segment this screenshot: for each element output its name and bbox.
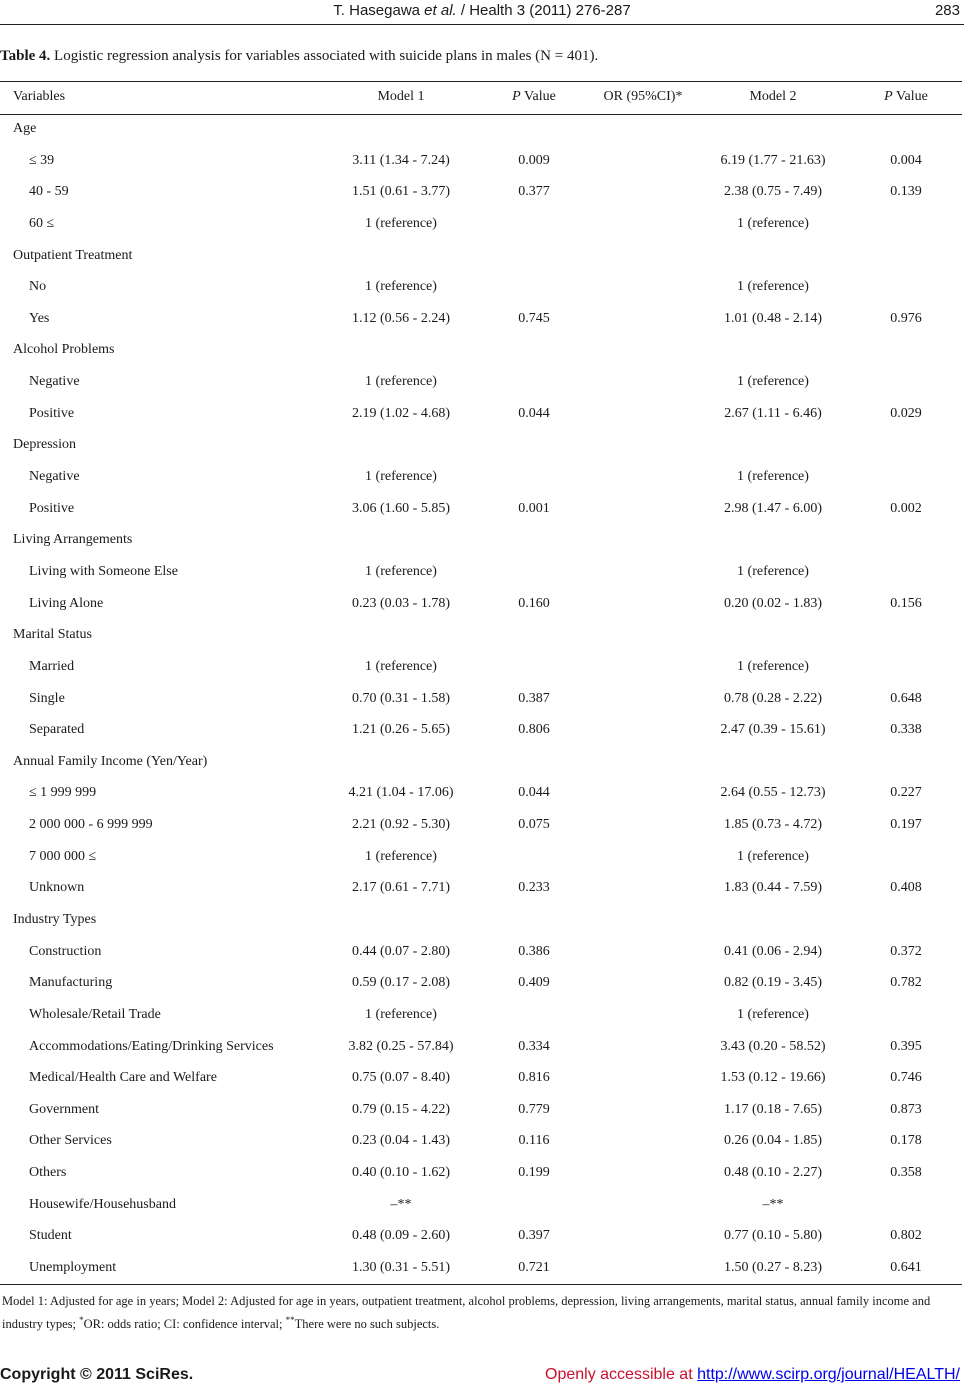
- variable-level-label: Positive: [29, 501, 75, 516]
- variable-level-label: Wholesale/Retail Trade: [29, 1007, 161, 1022]
- model-2-value: 1.53 (0.12 - 19.66): [720, 1070, 826, 1085]
- model-1-value: 1 (reference): [365, 1007, 437, 1022]
- model-2-p-value: 0.782: [890, 975, 922, 990]
- header-or-ci: OR (95%CI)*: [603, 89, 683, 104]
- footnote-models: Model 1: Adjusted for age in years; Model 2: Adjusted for age in years, outpatient treatment, alcohol problems, depression, living arrangements, marital status, annual family income and industry types;: [2, 1294, 931, 1332]
- header-divider: [0, 24, 964, 25]
- model-2-value: 0.82 (0.19 - 3.45): [724, 975, 822, 990]
- model-1-value: 2.21 (0.92 - 5.30): [352, 817, 450, 832]
- model-2-p-value: 0.641: [890, 1260, 922, 1275]
- running-title-authors: T. Hasegawa: [333, 2, 425, 19]
- model-1-p-value: 0.816: [518, 1070, 550, 1085]
- model-2-value: 0.77 (0.10 - 5.80): [724, 1228, 822, 1243]
- journal-link[interactable]: http://www.scirp.org/journal/HEALTH/: [697, 1366, 960, 1383]
- variable-group-label: Industry Types: [13, 912, 97, 927]
- model-1-p-value: 0.806: [518, 722, 550, 737]
- table-footnote: [2, 1292, 964, 1334]
- variable-level-label: Accommodations/Eating/Drinking Services: [29, 1039, 274, 1054]
- table-header-rule: [0, 114, 962, 115]
- model-1-value: 0.44 (0.07 - 2.80): [352, 944, 450, 959]
- footnote-sup-2: **: [285, 1315, 295, 1325]
- variable-group-label: Depression: [13, 437, 76, 452]
- header-p-value-2: [870, 89, 942, 105]
- model-2-value: 1.17 (0.18 - 7.65): [724, 1102, 822, 1117]
- table-bottom-rule: [0, 1284, 962, 1285]
- model-2-p-value: 0.746: [890, 1070, 922, 1085]
- model-2-value: 2.67 (1.11 - 6.46): [724, 406, 822, 421]
- model-1-value: 2.19 (1.02 - 4.68): [352, 406, 450, 421]
- model-2-value: 1 (reference): [737, 564, 809, 579]
- model-2-p-value: 0.197: [890, 817, 922, 832]
- header-p-value-1-text: Value: [520, 89, 556, 104]
- variable-level-label: 40 - 59: [29, 184, 69, 199]
- model-1-value: 1.51 (0.61 - 3.77): [352, 184, 450, 199]
- variable-group-label: Age: [13, 121, 37, 136]
- model-1-p-value: 0.199: [518, 1165, 550, 1180]
- variable-level-label: 60 ≤: [29, 216, 55, 231]
- model-2-p-value: 0.395: [890, 1039, 922, 1054]
- model-1-p-value: 0.116: [518, 1133, 550, 1148]
- model-1-value: 1.21 (0.26 - 5.65): [352, 722, 450, 737]
- model-2-value: 0.48 (0.10 - 2.27): [724, 1165, 822, 1180]
- model-1-value: 0.79 (0.15 - 4.22): [352, 1102, 450, 1117]
- model-2-value: 1 (reference): [737, 469, 809, 484]
- variable-level-label: Other Services: [29, 1133, 112, 1148]
- variable-level-label: Separated: [29, 722, 85, 737]
- variable-group-label: Outpatient Treatment: [13, 248, 133, 263]
- footnote-abbrev: OR: odds ratio; CI: confidence interval;: [83, 1317, 286, 1332]
- model-1-value: 1 (reference): [365, 374, 437, 389]
- model-1-p-value: 0.044: [518, 785, 550, 800]
- model-2-p-value: 0.358: [890, 1165, 922, 1180]
- variable-level-label: ≤ 1 999 999: [29, 785, 97, 800]
- header-p-value-1: [500, 89, 568, 105]
- variable-level-label: Others: [29, 1165, 67, 1180]
- model-1-value: 3.82 (0.25 - 57.84): [348, 1039, 454, 1054]
- open-access-notice: [545, 1366, 960, 1384]
- variable-level-label: Yes: [29, 311, 50, 326]
- variable-level-label: Government: [29, 1102, 99, 1117]
- model-2-value: 1 (reference): [737, 216, 809, 231]
- model-2-p-value: 0.338: [890, 722, 922, 737]
- variable-group-label: Living Arrangements: [13, 532, 133, 547]
- variable-level-label: Medical/Health Care and Welfare: [29, 1070, 217, 1085]
- open-access-text: Openly accessible at: [545, 1366, 698, 1383]
- model-2-value: 0.41 (0.06 - 2.94): [724, 944, 822, 959]
- model-1-p-value: 0.745: [518, 311, 550, 326]
- model-2-value: 6.19 (1.77 - 21.63): [720, 153, 826, 168]
- variable-level-label: Unemployment: [29, 1260, 117, 1275]
- model-1-p-value: 0.721: [518, 1260, 550, 1275]
- table-caption-text: Logistic regression analysis for variables associated with suicide plans in males (N = 401).: [50, 48, 599, 64]
- model-1-value: 0.48 (0.09 - 2.60): [352, 1228, 450, 1243]
- model-2-p-value: 0.372: [890, 944, 922, 959]
- model-1-value: 1 (reference): [365, 849, 437, 864]
- variable-level-label: Negative: [29, 374, 80, 389]
- variable-level-label: ≤ 39: [29, 153, 55, 168]
- model-1-value: 0.23 (0.03 - 1.78): [352, 596, 450, 611]
- variable-level-label: Single: [29, 691, 65, 706]
- running-title-journal: / Health 3 (2011) 276-287: [456, 2, 631, 19]
- page-number: 283: [934, 2, 960, 19]
- model-2-p-value: 0.139: [890, 184, 922, 199]
- model-2-value: 1.83 (0.44 - 7.59): [724, 880, 822, 895]
- model-2-p-value: 0.802: [890, 1228, 922, 1243]
- model-2-p-value: 0.648: [890, 691, 922, 706]
- model-2-value: 1.85 (0.73 - 4.72): [724, 817, 822, 832]
- model-2-p-value: 0.029: [890, 406, 922, 421]
- table-top-rule: [0, 81, 962, 82]
- header-p-value-2-p: P: [884, 89, 893, 104]
- model-2-p-value: 0.976: [890, 311, 922, 326]
- model-1-p-value: 0.233: [518, 880, 550, 895]
- model-2-value: 1 (reference): [737, 659, 809, 674]
- model-2-value: 1 (reference): [737, 849, 809, 864]
- variable-level-label: Married: [29, 659, 75, 674]
- model-2-value: 2.38 (0.75 - 7.49): [724, 184, 822, 199]
- variable-level-label: Unknown: [29, 880, 85, 895]
- variable-level-label: Student: [29, 1228, 72, 1243]
- model-2-value: 0.20 (0.02 - 1.83): [724, 596, 822, 611]
- model-2-value: 1.01 (0.48 - 2.14): [724, 311, 822, 326]
- header-model-2: Model 2: [749, 89, 797, 104]
- copyright-notice: Copyright © 2011 SciRes.: [0, 1366, 194, 1383]
- model-1-value: 0.70 (0.31 - 1.58): [352, 691, 450, 706]
- model-2-p-value: 0.227: [890, 785, 922, 800]
- model-1-value: 1 (reference): [365, 216, 437, 231]
- variable-group-label: Annual Family Income (Yen/Year): [13, 754, 208, 769]
- variable-level-label: 7 000 000 ≤: [29, 849, 97, 864]
- model-1-p-value: 0.075: [518, 817, 550, 832]
- model-1-value: 1 (reference): [365, 279, 437, 294]
- model-2-p-value: 0.178: [890, 1133, 922, 1148]
- model-1-value: 3.11 (1.34 - 7.24): [352, 153, 450, 168]
- variable-level-label: Negative: [29, 469, 80, 484]
- model-2-value: 3.43 (0.20 - 58.52): [720, 1039, 826, 1054]
- model-1-value: 0.75 (0.07 - 8.40): [352, 1070, 450, 1085]
- header-variables: Variables: [13, 89, 66, 104]
- model-1-p-value: 0.397: [518, 1228, 550, 1243]
- variable-level-label: Living with Someone Else: [29, 564, 178, 579]
- model-2-value: 2.47 (0.39 - 15.61): [720, 722, 826, 737]
- model-2-value: –**: [762, 1197, 784, 1212]
- model-1-p-value: 0.334: [518, 1039, 550, 1054]
- model-1-p-value: 0.377: [518, 184, 550, 199]
- running-title-etal: et al.: [424, 2, 457, 19]
- model-2-p-value: 0.156: [890, 596, 922, 611]
- model-1-value: 1 (reference): [365, 659, 437, 674]
- model-1-p-value: 0.779: [518, 1102, 550, 1117]
- model-2-value: 2.64 (0.55 - 12.73): [720, 785, 826, 800]
- variable-level-label: Positive: [29, 406, 75, 421]
- model-1-value: 1.30 (0.31 - 5.51): [352, 1260, 450, 1275]
- model-2-p-value: 0.002: [890, 501, 922, 516]
- variable-group-label: Marital Status: [13, 627, 92, 642]
- table-caption-label: Table 4.: [0, 48, 51, 64]
- model-2-p-value: 0.873: [890, 1102, 922, 1117]
- running-header: [0, 0, 964, 26]
- model-1-p-value: 0.009: [518, 153, 550, 168]
- model-1-value: 1 (reference): [365, 469, 437, 484]
- model-1-p-value: 0.044: [518, 406, 550, 421]
- variable-level-label: Construction: [29, 944, 102, 959]
- model-1-p-value: 0.160: [518, 596, 550, 611]
- table-caption: [0, 48, 598, 65]
- model-1-value: 0.40 (0.10 - 1.62): [352, 1165, 450, 1180]
- model-1-p-value: 0.409: [518, 975, 550, 990]
- model-1-value: 4.21 (1.04 - 17.06): [348, 785, 454, 800]
- model-2-value: 0.26 (0.04 - 1.85): [724, 1133, 822, 1148]
- variable-group-label: Alcohol Problems: [13, 342, 115, 357]
- running-title: [0, 2, 964, 19]
- model-1-value: 1 (reference): [365, 564, 437, 579]
- model-1-value: –**: [390, 1197, 412, 1212]
- model-1-p-value: 0.387: [518, 691, 550, 706]
- model-2-value: 1 (reference): [737, 279, 809, 294]
- model-1-value: 3.06 (1.60 - 5.85): [352, 501, 450, 516]
- header-p-value-1-p: P: [512, 89, 521, 104]
- model-2-value: 0.78 (0.28 - 2.22): [724, 691, 822, 706]
- model-1-p-value: 0.386: [518, 944, 550, 959]
- footnote-sup-1: *: [79, 1315, 84, 1325]
- header-p-value-2-text: Value: [892, 89, 928, 104]
- model-2-value: 1 (reference): [737, 374, 809, 389]
- header-model-1: Model 1: [377, 89, 425, 104]
- model-1-value: 2.17 (0.61 - 7.71): [352, 880, 450, 895]
- variable-level-label: 2 000 000 - 6 999 999: [29, 817, 153, 832]
- model-1-value: 1.12 (0.56 - 2.24): [352, 311, 450, 326]
- variable-level-label: No: [29, 279, 47, 294]
- model-1-p-value: 0.001: [518, 501, 550, 516]
- model-1-value: 0.59 (0.17 - 2.08): [352, 975, 450, 990]
- model-2-p-value: 0.004: [890, 153, 922, 168]
- model-2-p-value: 0.408: [890, 880, 922, 895]
- model-2-value: 2.98 (1.47 - 6.00): [724, 501, 822, 516]
- variable-level-label: Housewife/Househusband: [29, 1197, 176, 1212]
- variable-level-label: Manufacturing: [29, 975, 113, 990]
- model-2-value: 1 (reference): [737, 1007, 809, 1022]
- footnote-no-subjects: There were no such subjects.: [294, 1317, 440, 1332]
- model-2-value: 1.50 (0.27 - 8.23): [724, 1260, 822, 1275]
- model-1-value: 0.23 (0.04 - 1.43): [352, 1133, 450, 1148]
- variable-level-label: Living Alone: [29, 596, 104, 611]
